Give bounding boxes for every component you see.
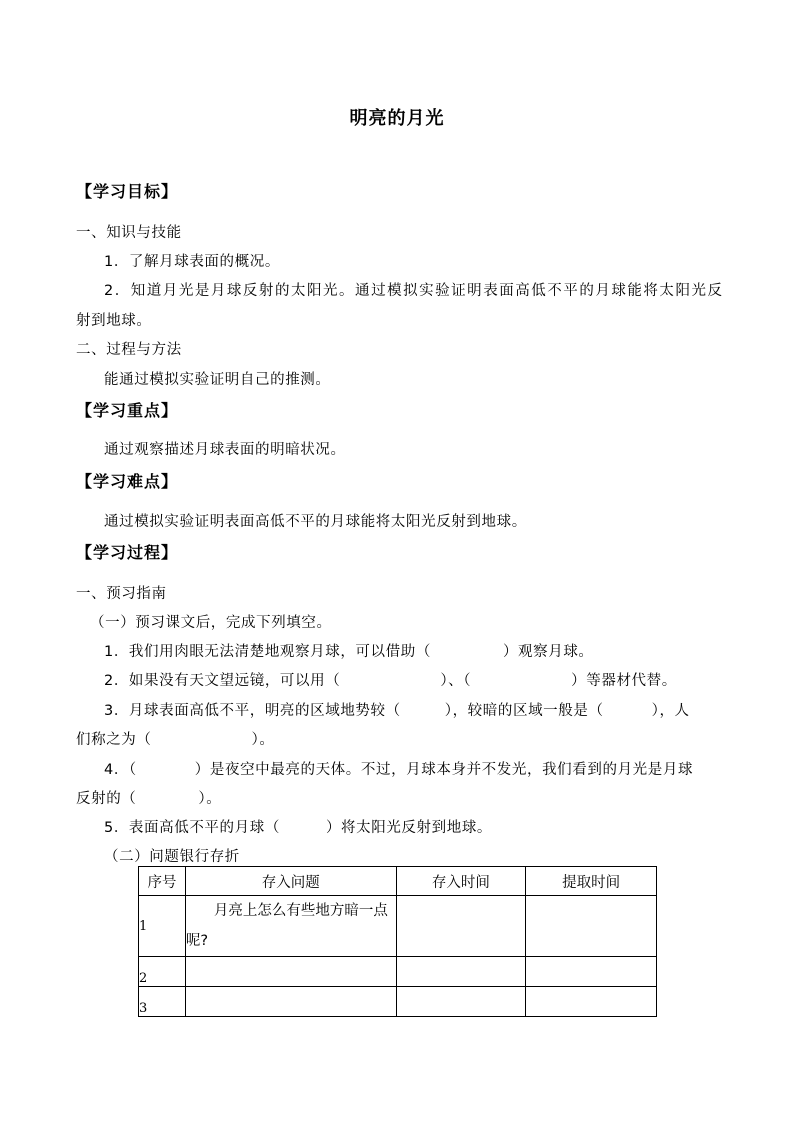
goals-item-2-line-2: 射到地球。	[76, 313, 152, 329]
process-subsection-1: （一）预习课文后，完成下列填空。	[90, 615, 332, 631]
question-1-text-b: ）观察月球。	[502, 644, 594, 660]
question-4-text-d: ）。	[198, 791, 222, 807]
row-withdraw-time[interactable]	[526, 987, 657, 1017]
question-3-text-b: ），较暗的区域一般是（	[444, 703, 604, 719]
question-3-text-e: ）。	[251, 732, 275, 748]
row-question[interactable]	[185, 957, 396, 987]
row-withdraw-time[interactable]	[526, 957, 657, 987]
goals-item-1: 1．了解月球表面的概况。	[104, 254, 280, 270]
goals-item-2-line-1: 2．知道月光是月球反射的太阳光。通过模拟实验证明表面高低不平的月球能将太阳光反	[104, 283, 722, 299]
row-number: 2	[139, 957, 186, 987]
question-5-text-a: 5．表面高低不平的月球（	[104, 820, 280, 836]
focus-heading: 【学习重点】	[76, 401, 179, 420]
row-deposit-time[interactable]	[396, 896, 526, 957]
question-3-text-a: 3．月球表面高低不平，明亮的区域地势较（	[104, 703, 401, 719]
row-withdraw-time[interactable]	[526, 896, 657, 957]
goals-heading: 【学习目标】	[76, 182, 179, 201]
goals-section-1: 一、知识与技能	[76, 225, 182, 241]
focus-text: 通过观察描述月球表面的明暗状况。	[104, 442, 346, 458]
row-question[interactable]	[185, 896, 396, 957]
question-5-text-b: ）将太阳光反射到地球。	[325, 820, 493, 836]
row-number: 1	[139, 896, 186, 957]
question-1	[104, 640, 594, 661]
difficulty-heading: 【学习难点】	[76, 472, 179, 491]
question-1-text-a: 1．我们用肉眼无法清楚地观察月球，可以借助（	[104, 644, 431, 660]
table-row	[139, 987, 657, 1017]
row-number: 3	[139, 987, 186, 1017]
question-4-line-1	[104, 758, 693, 779]
goals-section-2: 二、过程与方法	[76, 342, 182, 358]
row-deposit-time[interactable]	[396, 957, 526, 987]
process-heading: 【学习过程】	[76, 543, 179, 562]
column-header-deposit-time: 存入时间	[396, 867, 526, 896]
process-section-1: 一、预习指南	[76, 586, 167, 602]
question-2	[104, 669, 677, 690]
question-4-text-b: ）是夜空中最亮的天体。不过，月球本身并不发光，我们看到的月光是月球	[194, 762, 694, 778]
page-title: 明亮的月光	[349, 108, 445, 129]
table-header-row	[139, 867, 657, 896]
row-question[interactable]	[185, 987, 396, 1017]
question-4-line-2	[76, 787, 221, 808]
question-5	[104, 816, 492, 837]
row-deposit-time[interactable]	[396, 987, 526, 1017]
question-3-text-c: ），人	[651, 703, 690, 719]
question-3-line-1	[104, 699, 690, 720]
question-2-text-c: ）等器材代替。	[571, 673, 677, 689]
table-row	[139, 957, 657, 987]
question-2-text-a: 2．如果没有天文望远镜，可以用（	[104, 673, 341, 689]
table-row	[139, 896, 657, 957]
row-question-text: 月亮上怎么有些地方暗一点呢?	[185, 903, 388, 949]
goals-section-2-text: 能通过模拟实验证明自己的推测。	[104, 372, 331, 388]
column-header-withdraw-time: 提取时间	[526, 867, 657, 896]
difficulty-text: 通过模拟实验证明表面高低不平的月球能将太阳光反射到地球。	[104, 514, 527, 530]
question-3-text-d: 们称之为（	[76, 732, 152, 748]
question-2-text-b: ）、（	[440, 673, 472, 689]
process-subsection-2: （二）问题银行存折	[104, 849, 240, 865]
question-3-line-2	[76, 728, 274, 749]
question-4-text-a: 4．（	[104, 762, 137, 778]
question-bank-table	[138, 866, 657, 1017]
column-header-question: 存入问题	[185, 867, 396, 896]
column-header-number: 序号	[139, 867, 186, 896]
question-4-text-c: 反射的（	[76, 791, 137, 807]
